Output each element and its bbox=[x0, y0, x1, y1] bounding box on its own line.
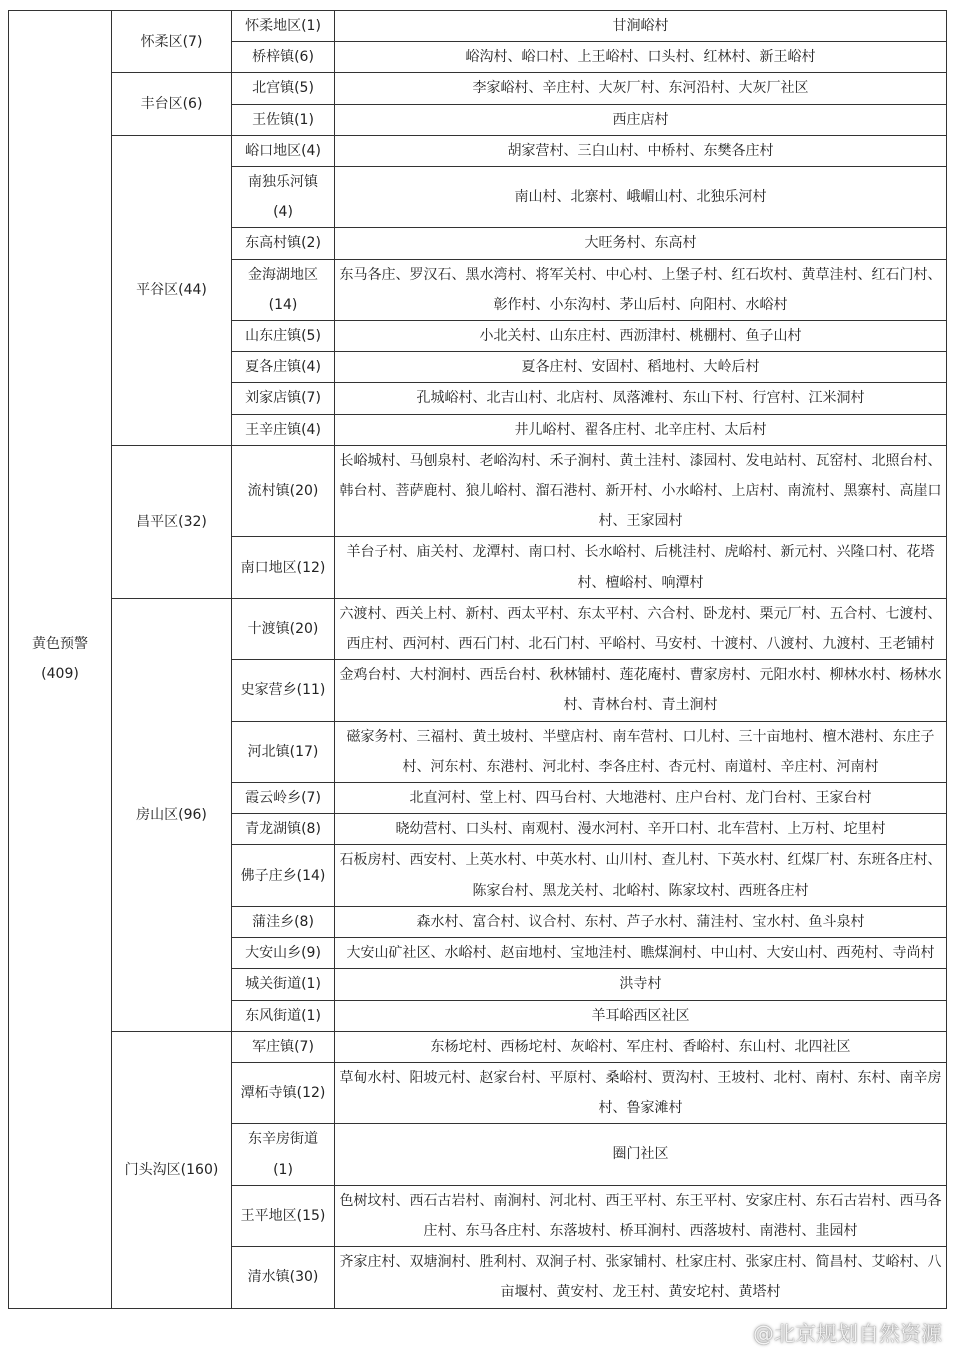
table-row bbox=[9, 1031, 947, 1062]
town-cell: 潭柘寺镇(12) bbox=[232, 1062, 335, 1123]
town-cell: 北宫镇(5) bbox=[232, 73, 335, 104]
town-cell: 城关街道(1) bbox=[232, 969, 335, 1000]
town-cell: 十渡镇(20) bbox=[232, 598, 335, 659]
town-cell: 山东庄镇(5) bbox=[232, 321, 335, 352]
villages-cell: 圈门社区 bbox=[335, 1124, 947, 1185]
town-cell: 东辛房街道 (1) bbox=[232, 1124, 335, 1185]
town-cell: 夏各庄镇(4) bbox=[232, 352, 335, 383]
town-cell: 青龙湖镇(8) bbox=[232, 814, 335, 845]
villages-cell: 长峪城村、马刨泉村、老峪沟村、禾子涧村、黄土洼村、漆园村、发电站村、瓦窑村、北照台村、韩台村、菩萨鹿村、狼儿峪村、溜石港村、新开村、小水峪村、上店村、南流村、黑寨村、高崖口村、王家园村 bbox=[335, 445, 947, 537]
town-cell: 桥梓镇(6) bbox=[232, 42, 335, 73]
villages-cell: 晓幼营村、口头村、南观村、漫水河村、辛开口村、北车营村、上万村、坨里村 bbox=[335, 814, 947, 845]
town-cell: 王平地区(15) bbox=[232, 1185, 335, 1246]
villages-cell: 南山村、北寨村、峨嵋山村、北独乐河村 bbox=[335, 167, 947, 228]
villages-cell: 井儿峪村、翟各庄村、北辛庄村、太后村 bbox=[335, 414, 947, 445]
district-cell: 昌平区(32) bbox=[112, 445, 232, 598]
villages-cell: 东马各庄、罗汉石、黑水湾村、将军关村、中心村、上堡子村、红石坎村、黄草洼村、红石门村、彰作村、小东沟村、茅山后村、向阳村、水峪村 bbox=[335, 259, 947, 320]
villages-cell: 峪沟村、峪口村、上王峪村、口头村、红林村、新王峪村 bbox=[335, 42, 947, 73]
warning-table bbox=[8, 10, 947, 1309]
villages-cell: 洪寺村 bbox=[335, 969, 947, 1000]
town-cell: 峪口地区(4) bbox=[232, 135, 335, 166]
villages-cell: 大安山矿社区、水峪村、赵亩地村、宝地洼村、瞧煤涧村、中山村、大安山村、西苑村、寺尚村 bbox=[335, 938, 947, 969]
district-cell: 房山区(96) bbox=[112, 598, 232, 1031]
villages-cell: 李家峪村、辛庄村、大灰厂村、东河沿村、大灰厂社区 bbox=[335, 73, 947, 104]
villages-cell: 色树坟村、西石古岩村、南涧村、河北村、西王平村、东王平村、安家庄村、东石古岩村、西马各庄村、东马各庄村、东落坡村、桥耳涧村、西落坡村、南港村、韭园村 bbox=[335, 1185, 947, 1246]
villages-cell: 羊耳峪西区社区 bbox=[335, 1000, 947, 1031]
table-row bbox=[9, 11, 947, 42]
town-cell: 东高村镇(2) bbox=[232, 228, 335, 259]
town-cell: 佛子庄乡(14) bbox=[232, 845, 335, 906]
district-cell: 平谷区(44) bbox=[112, 135, 232, 445]
table-row bbox=[9, 598, 947, 659]
district-cell: 怀柔区(7) bbox=[112, 11, 232, 73]
villages-cell: 六渡村、西关上村、新村、西太平村、东太平村、六合村、卧龙村、栗元厂村、五合村、七渡村、西庄村、西河村、西石门村、北石门村、平峪村、马安村、十渡村、八渡村、九渡村、王老铺村 bbox=[335, 598, 947, 659]
warning-level-cell bbox=[9, 11, 112, 1309]
table-row bbox=[9, 73, 947, 104]
villages-cell: 羊台子村、庙关村、龙潭村、南口村、长水峪村、后桃洼村、虎峪村、新元村、兴隆口村、花塔村、檀峪村、响潭村 bbox=[335, 537, 947, 598]
district-cell: 门头沟区(160) bbox=[112, 1031, 232, 1308]
town-cell: 南口地区(12) bbox=[232, 537, 335, 598]
villages-cell: 北直河村、堂上村、四马台村、大地港村、庄户台村、龙门台村、王家台村 bbox=[335, 783, 947, 814]
villages-cell: 磁家务村、三福村、黄土坡村、半壁店村、南车营村、口儿村、三十亩地村、檀木港村、东庄子村、河东村、东港村、河北村、李各庄村、杏元村、南道村、辛庄村、河南村 bbox=[335, 721, 947, 782]
warning-level-count: (409) bbox=[41, 666, 79, 683]
town-cell: 王辛庄镇(4) bbox=[232, 414, 335, 445]
villages-cell: 金鸡台村、大村涧村、西岳台村、秋林铺村、莲花庵村、曹家房村、元阳水村、柳林水村、杨林水村、青林台村、青土涧村 bbox=[335, 660, 947, 721]
town-cell: 南独乐河镇 (4) bbox=[232, 167, 335, 228]
villages-cell: 齐家庄村、双塘涧村、胜利村、双涧子村、张家铺村、杜家庄村、张家庄村、简昌村、艾峪村、八亩堰村、黄安村、龙王村、黄安坨村、黄塔村 bbox=[335, 1247, 947, 1308]
town-cell: 流村镇(20) bbox=[232, 445, 335, 537]
town-cell: 东风街道(1) bbox=[232, 1000, 335, 1031]
villages-cell: 西庄店村 bbox=[335, 104, 947, 135]
town-cell: 王佐镇(1) bbox=[232, 104, 335, 135]
town-cell: 河北镇(17) bbox=[232, 721, 335, 782]
district-cell: 丰台区(6) bbox=[112, 73, 232, 135]
town-cell: 军庄镇(7) bbox=[232, 1031, 335, 1062]
villages-cell: 夏各庄村、安固村、稻地村、大岭后村 bbox=[335, 352, 947, 383]
villages-cell: 森水村、富合村、议合村、东村、芦子水村、蒲洼村、宝水村、鱼斗泉村 bbox=[335, 906, 947, 937]
villages-cell: 胡家营村、三白山村、中桥村、东樊各庄村 bbox=[335, 135, 947, 166]
table-row bbox=[9, 445, 947, 537]
warning-level-name: 黄色预警 bbox=[32, 636, 88, 653]
town-cell: 霞云岭乡(7) bbox=[232, 783, 335, 814]
town-cell: 金海湖地区 (14) bbox=[232, 259, 335, 320]
villages-cell: 孔城峪村、北吉山村、北店村、凤落滩村、东山下村、行宫村、江米洞村 bbox=[335, 383, 947, 414]
town-cell: 清水镇(30) bbox=[232, 1247, 335, 1308]
town-cell: 大安山乡(9) bbox=[232, 938, 335, 969]
villages-cell: 东杨坨村、西杨坨村、灰峪村、军庄村、香峪村、东山村、北四社区 bbox=[335, 1031, 947, 1062]
town-cell: 怀柔地区(1) bbox=[232, 11, 335, 42]
villages-cell: 石板房村、西安村、上英水村、中英水村、山川村、查儿村、下英水村、红煤厂村、东班各庄村、陈家台村、黑龙关村、北峪村、陈家坟村、西班各庄村 bbox=[335, 845, 947, 906]
villages-cell: 大旺务村、东高村 bbox=[335, 228, 947, 259]
villages-cell: 小北关村、山东庄村、西沥津村、桃棚村、鱼子山村 bbox=[335, 321, 947, 352]
villages-cell: 草甸水村、阳坡元村、赵家台村、平原村、桑峪村、贾沟村、王坡村、北村、南村、东村、南辛房村、鲁家滩村 bbox=[335, 1062, 947, 1123]
town-cell: 蒲洼乡(8) bbox=[232, 906, 335, 937]
villages-cell: 甘涧峪村 bbox=[335, 11, 947, 42]
table-row bbox=[9, 135, 947, 166]
watermark: @北京规划自然资源 bbox=[753, 1322, 942, 1346]
town-cell: 史家营乡(11) bbox=[232, 660, 335, 721]
town-cell: 刘家店镇(7) bbox=[232, 383, 335, 414]
